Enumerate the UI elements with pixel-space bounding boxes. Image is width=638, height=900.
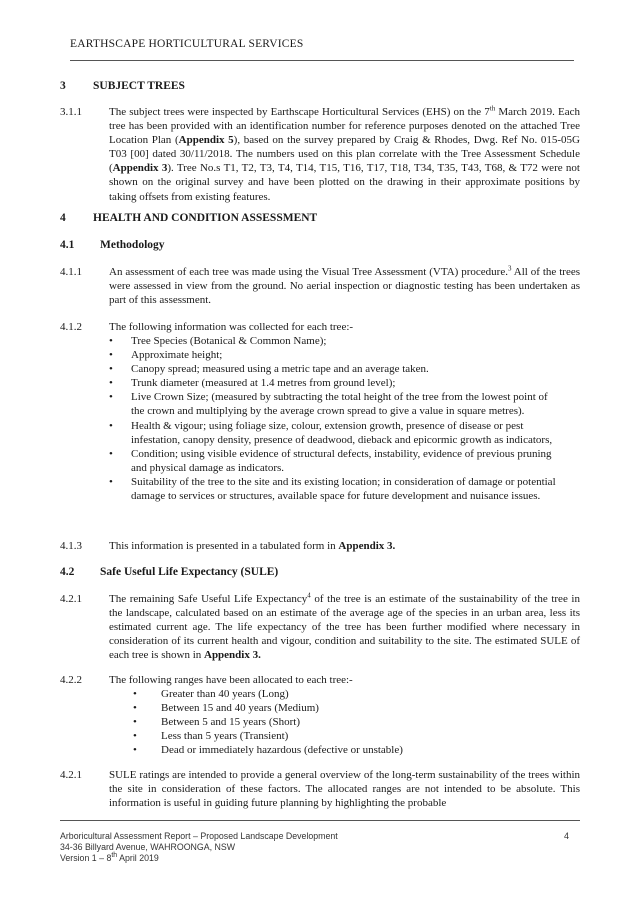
section-4-1-heading (60, 239, 165, 251)
list-item: • Greater than 40 years (Long) (161, 687, 541, 701)
section-number: 3 (60, 80, 66, 92)
section-4-2-heading (60, 566, 278, 578)
appendix-reference: Appendix 3 (112, 162, 168, 175)
list-item: • Canopy spread; measured using a metric tape and an average taken. (131, 362, 556, 376)
appendix-reference: Appendix 3. (204, 649, 261, 662)
paragraph-number: 4.1.2 (60, 321, 82, 333)
text-run: April 2019 (117, 852, 159, 863)
text-run: The subject trees were inspected by Earthscape Horticultural Services (EHS) on the 7 (109, 106, 490, 118)
paragraph-number: 4.2.1 (60, 769, 82, 781)
paragraph-text: The following ranges have been allocated to each tree:- (109, 674, 353, 686)
text-run: An assessment of each tree was made using the Visual Tree Assessment (VTA) procedure. (109, 266, 508, 278)
list-item: • Between 15 and 40 years (Medium) (161, 701, 541, 715)
footer-report-title: Arboricultural Assessment Report – Proposed Landscape Development (60, 831, 338, 841)
superscript: 4 (307, 591, 311, 600)
list-item: • Condition; using visible evidence of structural defects, instability, evidence of previous pruning and physical damage as indicators. (131, 447, 556, 475)
text-run: ). Tree No.s T1, T2, T3, T4, T14, T15, T16, T17, T18, T34, T35, T43, T68, & T72 were not shown on the original survey and have been plotted on the drawing in their approximate positions by taking offsets from existing features. (109, 162, 580, 203)
paragraph-number: 3.1.1 (60, 106, 82, 118)
header-divider (70, 60, 574, 61)
appendix-reference: Appendix 5 (178, 134, 234, 147)
footer-version (60, 853, 580, 864)
section-number: 4.2 (60, 566, 75, 578)
list-item: • Dead or immediately hazardous (defective or unstable) (161, 743, 541, 757)
superscript: 3 (507, 264, 512, 273)
paragraph-3-1-1 (60, 105, 580, 204)
paragraph-4-1-1 (60, 265, 580, 307)
appendix-reference: Appendix 3. (338, 540, 396, 552)
collected-info-list (131, 334, 556, 503)
paragraph-text (109, 592, 580, 662)
section-4-heading (60, 212, 317, 224)
paragraph-number: 4.2.2 (60, 674, 82, 686)
page-footer (60, 831, 580, 863)
paragraph-4-2-2 (60, 673, 580, 687)
section-title: SUBJECT TREES (93, 80, 185, 92)
section-title: Safe Useful Life Expectancy (SULE) (100, 566, 279, 578)
paragraph-number: 4.1.3 (60, 540, 82, 552)
paragraph-text: The following information was collected for each tree:- (109, 321, 354, 333)
sule-ranges-list (161, 687, 541, 757)
paragraph-number: 4.2.1 (60, 593, 82, 605)
paragraph-text: SULE ratings are intended to provide a general overview of the long-term sustainability of the trees within the site in consideration of these factors. The allocated ranges are not intended to be absolute. This information is useful in guiding future planning by highlighting the probable (109, 769, 580, 810)
section-title: Methodology (100, 239, 165, 251)
paragraph-text (109, 539, 580, 553)
section-title: HEALTH AND CONDITION ASSESSMENT (93, 212, 318, 224)
paragraph-4-2-1 (60, 592, 580, 662)
section-number: 4.1 (60, 239, 75, 251)
list-item: • Between 5 and 15 years (Short) (161, 715, 541, 729)
paragraph-4-1-3 (60, 539, 580, 553)
text-run: March 2019. Each tree has been provided with an identification number for reference purposes denoted on the attached Tree Location Plan ( (109, 106, 581, 147)
list-item: • Trunk diameter (measured at 1.4 metres from ground level); (131, 376, 556, 390)
paragraph-4-1-2 (60, 320, 580, 334)
list-item: • Less than 5 years (Transient) (161, 729, 541, 743)
superscript: th (489, 104, 496, 113)
text-run: This information is presented in a tabulated form in (109, 540, 339, 552)
page-number: 4 (564, 831, 570, 841)
footer-divider (60, 820, 580, 821)
paragraph-4-2-1-b (60, 768, 580, 810)
page-header: EARTHSCAPE HORTICULTURAL SERVICES (70, 38, 304, 50)
text-run: ), based on the survey prepared by Craig & Rhodes, Dwg. Ref No. 015-05G T03 [00] dated 30/11/2018. The numbers used on this plan correlate with the Tree Assessment Schedule ( (109, 134, 580, 175)
text-run: All of the trees were assessed in view from the ground. No aerial inspection or diagnostic testing has been undertaken as part of this assessment. (109, 266, 580, 307)
text-run: of the tree is an estimate of the sustainability of the tree in the landscape, calculated based on an estimate of the average age of the species in an urban area, less its estimated current age. The life expectancy of the tree has been further modified where necessary in consideration of its current health and vigour, condition and suitability to the site. The estimated SULE of each tree is shown in (109, 593, 580, 662)
paragraph-text (109, 105, 580, 204)
list-item: • Tree Species (Botanical & Common Name); (131, 334, 556, 348)
section-number: 4 (60, 212, 66, 224)
superscript: th (111, 851, 118, 859)
list-item: • Live Crown Size; (measured by subtracting the total height of the tree from the lowest point of the crown and multiplying by the average crown spread to give a value in square metres). (131, 390, 556, 418)
paragraph-number: 4.1.1 (60, 266, 82, 278)
paragraph-text (109, 265, 580, 307)
text-run: Version 1 – 8 (60, 852, 112, 863)
footer-address: 34-36 Billyard Avenue, WAHROONGA, NSW (60, 841, 236, 852)
text-run: The remaining Safe Useful Life Expectancy (109, 593, 308, 605)
section-3-heading (60, 80, 185, 92)
list-item: • Health & vigour; using foliage size, colour, extension growth, presence of disease or pest infestation, canopy density, presence of deadwood, dieback and epicormic growth as indicators, (131, 419, 556, 447)
list-item: • Suitability of the tree to the site and its existing location; in consideration of damage or potential damage to services or structures, available space for future development and nuisance issues. (131, 475, 556, 503)
list-item: • Approximate height; (131, 348, 556, 362)
